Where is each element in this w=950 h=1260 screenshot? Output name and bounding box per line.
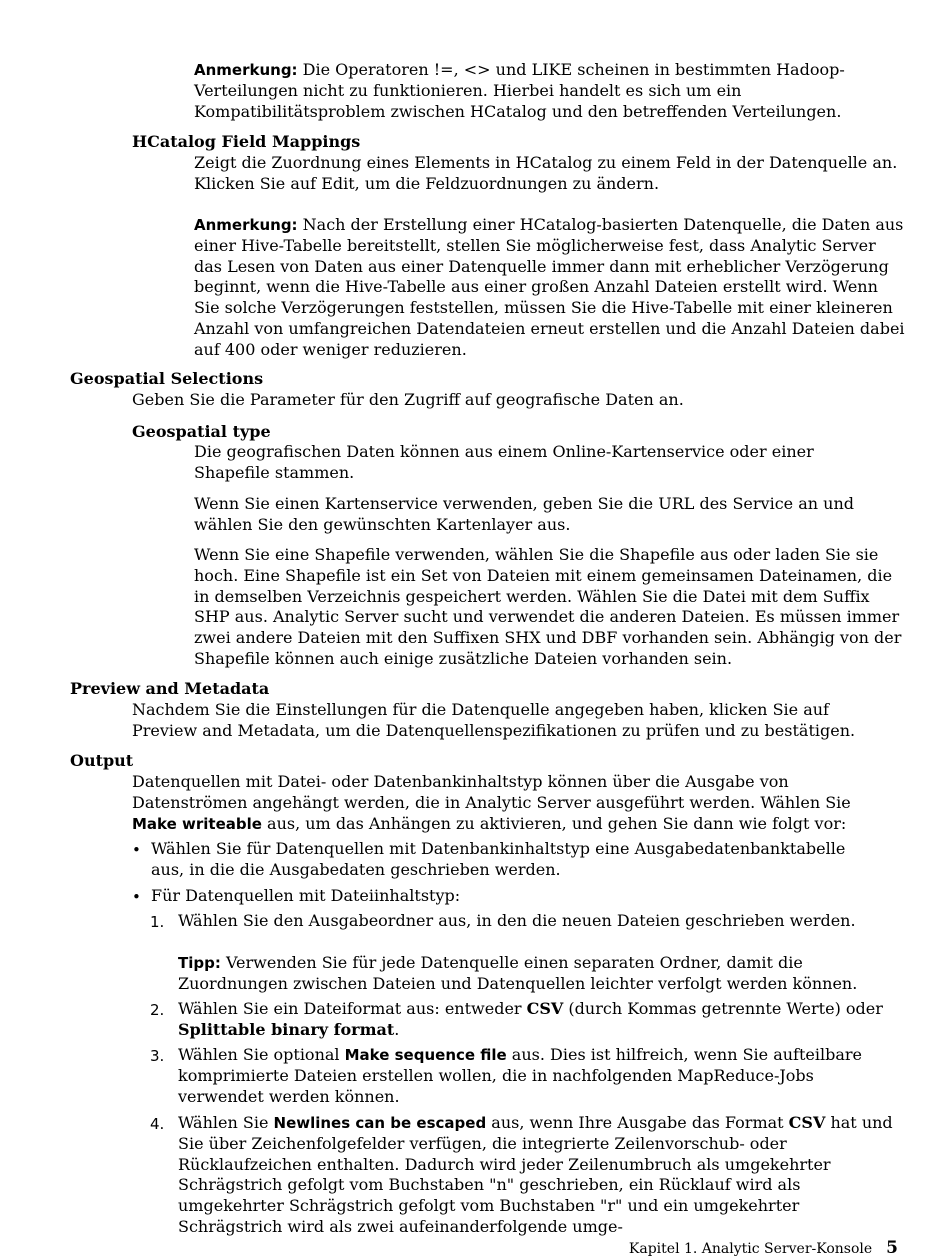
step-number: 3. [150, 1047, 165, 1065]
step-1-text: Wählen Sie den Ausgabeordner aus, in den die neuen Dateien geschrieben werden. [178, 911, 856, 930]
step-number: 1. [150, 913, 165, 931]
output-bullet-database: Wählen Sie für Datenquellen mit Datenbankinhaltstyp eine Ausgabedatenbanktabelle aus, in die die Ausgabedaten geschrieben werden. [151, 839, 846, 879]
csv-label: CSV [526, 999, 564, 1018]
make-sequence-label: Make sequence file [344, 1046, 507, 1064]
step-2-text: Wählen Sie ein Dateiformat aus: entweder CSV (durch Kommas getrennte Werte) oder Splittable binary format. [178, 999, 883, 1039]
chapter-title: Kapitel 1. Analytic Server-Konsole [628, 1241, 873, 1257]
bullet-marker: • [132, 841, 141, 859]
geospatial-type-p2: Wenn Sie einen Kartenservice verwenden, geben Sie die URL des Service an und wählen Sie den gewünschten Kartenlayer aus. [194, 494, 854, 534]
step-4-text: Wählen Sie Newlines can be escaped aus, wenn Ihre Ausgabe das Format CSV hat und Sie über Zeichenfolgefelder verfügen, die integrierte Zeilenvorschub- oder Rücklaufzeichen enthalten. Dadurch wird jeder Zeilenumbruch als umgekehrter Schrägstrich gefolgt vom Buchstaben "n" geschrieben, ein Rücklauf wird als umgekehrter Schrägstrich gefolgt vom Buchstaben "r" und ein umgekehrter Schrägstrich wird als zwei aufeinanderfolgende umge- [178, 1113, 893, 1236]
tip-label: Tipp: [178, 954, 221, 972]
geospatial-type-heading: Geospatial type [132, 422, 271, 441]
bullet-marker: • [132, 888, 141, 906]
note-label: Anmerkung: [194, 216, 298, 234]
note-text: Nach der Erstellung einer HCatalog-basierten Datenquelle, die Daten aus einer Hive-Tabelle bereitstellt, stellen Sie möglicherweise fest, dass Analytic Server das Lesen von Daten aus einer Datenquelle immer dann mit erheblicher Verzögerung beginnt, wenn die Hive-Tabelle aus einer großen Anzahl Dateien erstellt wird. Wenn Sie solche Verzögerungen feststellen, müssen Sie die Hive-Tabelle mit einer kleineren Anzahl von umfangreichen Datendateien erneut erstellen und die Anzahl Dateien dabei auf 400 oder weniger reduzieren. [194, 215, 905, 359]
hcatalog-text: Zeigt die Zuordnung eines Elements in HCatalog zu einem Feld in der Datenquelle an. Klicken Sie auf Edit, um die Feldzuordnungen zu ändern. [194, 153, 898, 193]
step-number: 4. [150, 1115, 165, 1133]
geospatial-type-p1: Die geografischen Daten können aus einem Online-Kartenservice oder einer Shapefile stammen. [194, 442, 814, 482]
make-writeable-label: Make writeable [132, 814, 262, 833]
csv-label: CSV [788, 1113, 826, 1132]
page-number: 5 [886, 1238, 898, 1258]
step-number: 2. [150, 1001, 165, 1019]
newlines-escaped-label: Newlines can be escaped [273, 1114, 487, 1132]
note-hcatalog [194, 215, 906, 361]
splittable-binary-label: Splittable binary format [178, 1019, 395, 1039]
output-heading: Output [70, 751, 134, 770]
tip-text: Verwenden Sie für jede Datenquelle einen separaten Ordner, damit die Zuordnungen zwischen Dateien und Datenquellen leichter verfolgt werden können. [178, 953, 858, 993]
geospatial-type-p3: Wenn Sie eine Shapefile verwenden, wählen Sie die Shapefile aus oder laden Sie sie hoch. Eine Shapefile ist ein Set von Dateien mit einem gemeinsamen Dateinamen, die in demselben Verzeichnis gespeichert werden. Wählen Sie die Datei mit dem Suffix SHP aus. Analytic Server sucht und verwendet die anderen Dateien. Es müssen immer zwei andere Dateien mit den Suffixen SHX und DBF vorhanden sein. Abhängig von der Shapefile können auch einige zusätzliche Dateien vorhanden sein. [194, 545, 902, 668]
note-operators [194, 60, 906, 122]
output-intro: Datenquellen mit Datei- oder Datenbankinhaltstyp können über die Ausgabe von Datenströmen angehängt werden, die in Analytic Server ausgeführt werden. Wählen Sie Make writeable aus, um das Anhängen zu aktivieren, und gehen Sie dann wie folgt vor: [132, 772, 851, 833]
hcatalog-heading: HCatalog Field Mappings [132, 132, 361, 151]
page-footer [629, 1238, 898, 1260]
geospatial-heading: Geospatial Selections [70, 369, 264, 388]
output-bullet-file: Für Datenquellen mit Dateiinhaltstyp: [151, 886, 461, 905]
preview-text: Nachdem Sie die Einstellungen für die Datenquelle angegeben haben, klicken Sie auf Preview and Metadata, um die Datenquellenspezifikationen zu prüfen und zu bestätigen. [132, 700, 856, 740]
note-text: Die Operatoren !=, <> und LIKE scheinen in bestimmten Hadoop-Verteilungen nicht zu funktionieren. Hierbei handelt es sich um ein Kompatibilitätsproblem zwischen HCatalog und den betreffenden Verteilungen. [194, 60, 845, 121]
tip-block [178, 953, 902, 995]
step-3-text: Wählen Sie optional Make sequence file aus. Dies ist hilfreich, wenn Sie aufteilbare komprimierte Dateien erstellen wollen, die in nachfolgenden MapReduce-Jobs verwendet werden können. [178, 1045, 863, 1106]
note-label: Anmerkung: [194, 61, 298, 79]
preview-heading: Preview and Metadata [70, 679, 270, 698]
geospatial-text: Geben Sie die Parameter für den Zugriff auf geografische Daten an. [132, 390, 684, 409]
